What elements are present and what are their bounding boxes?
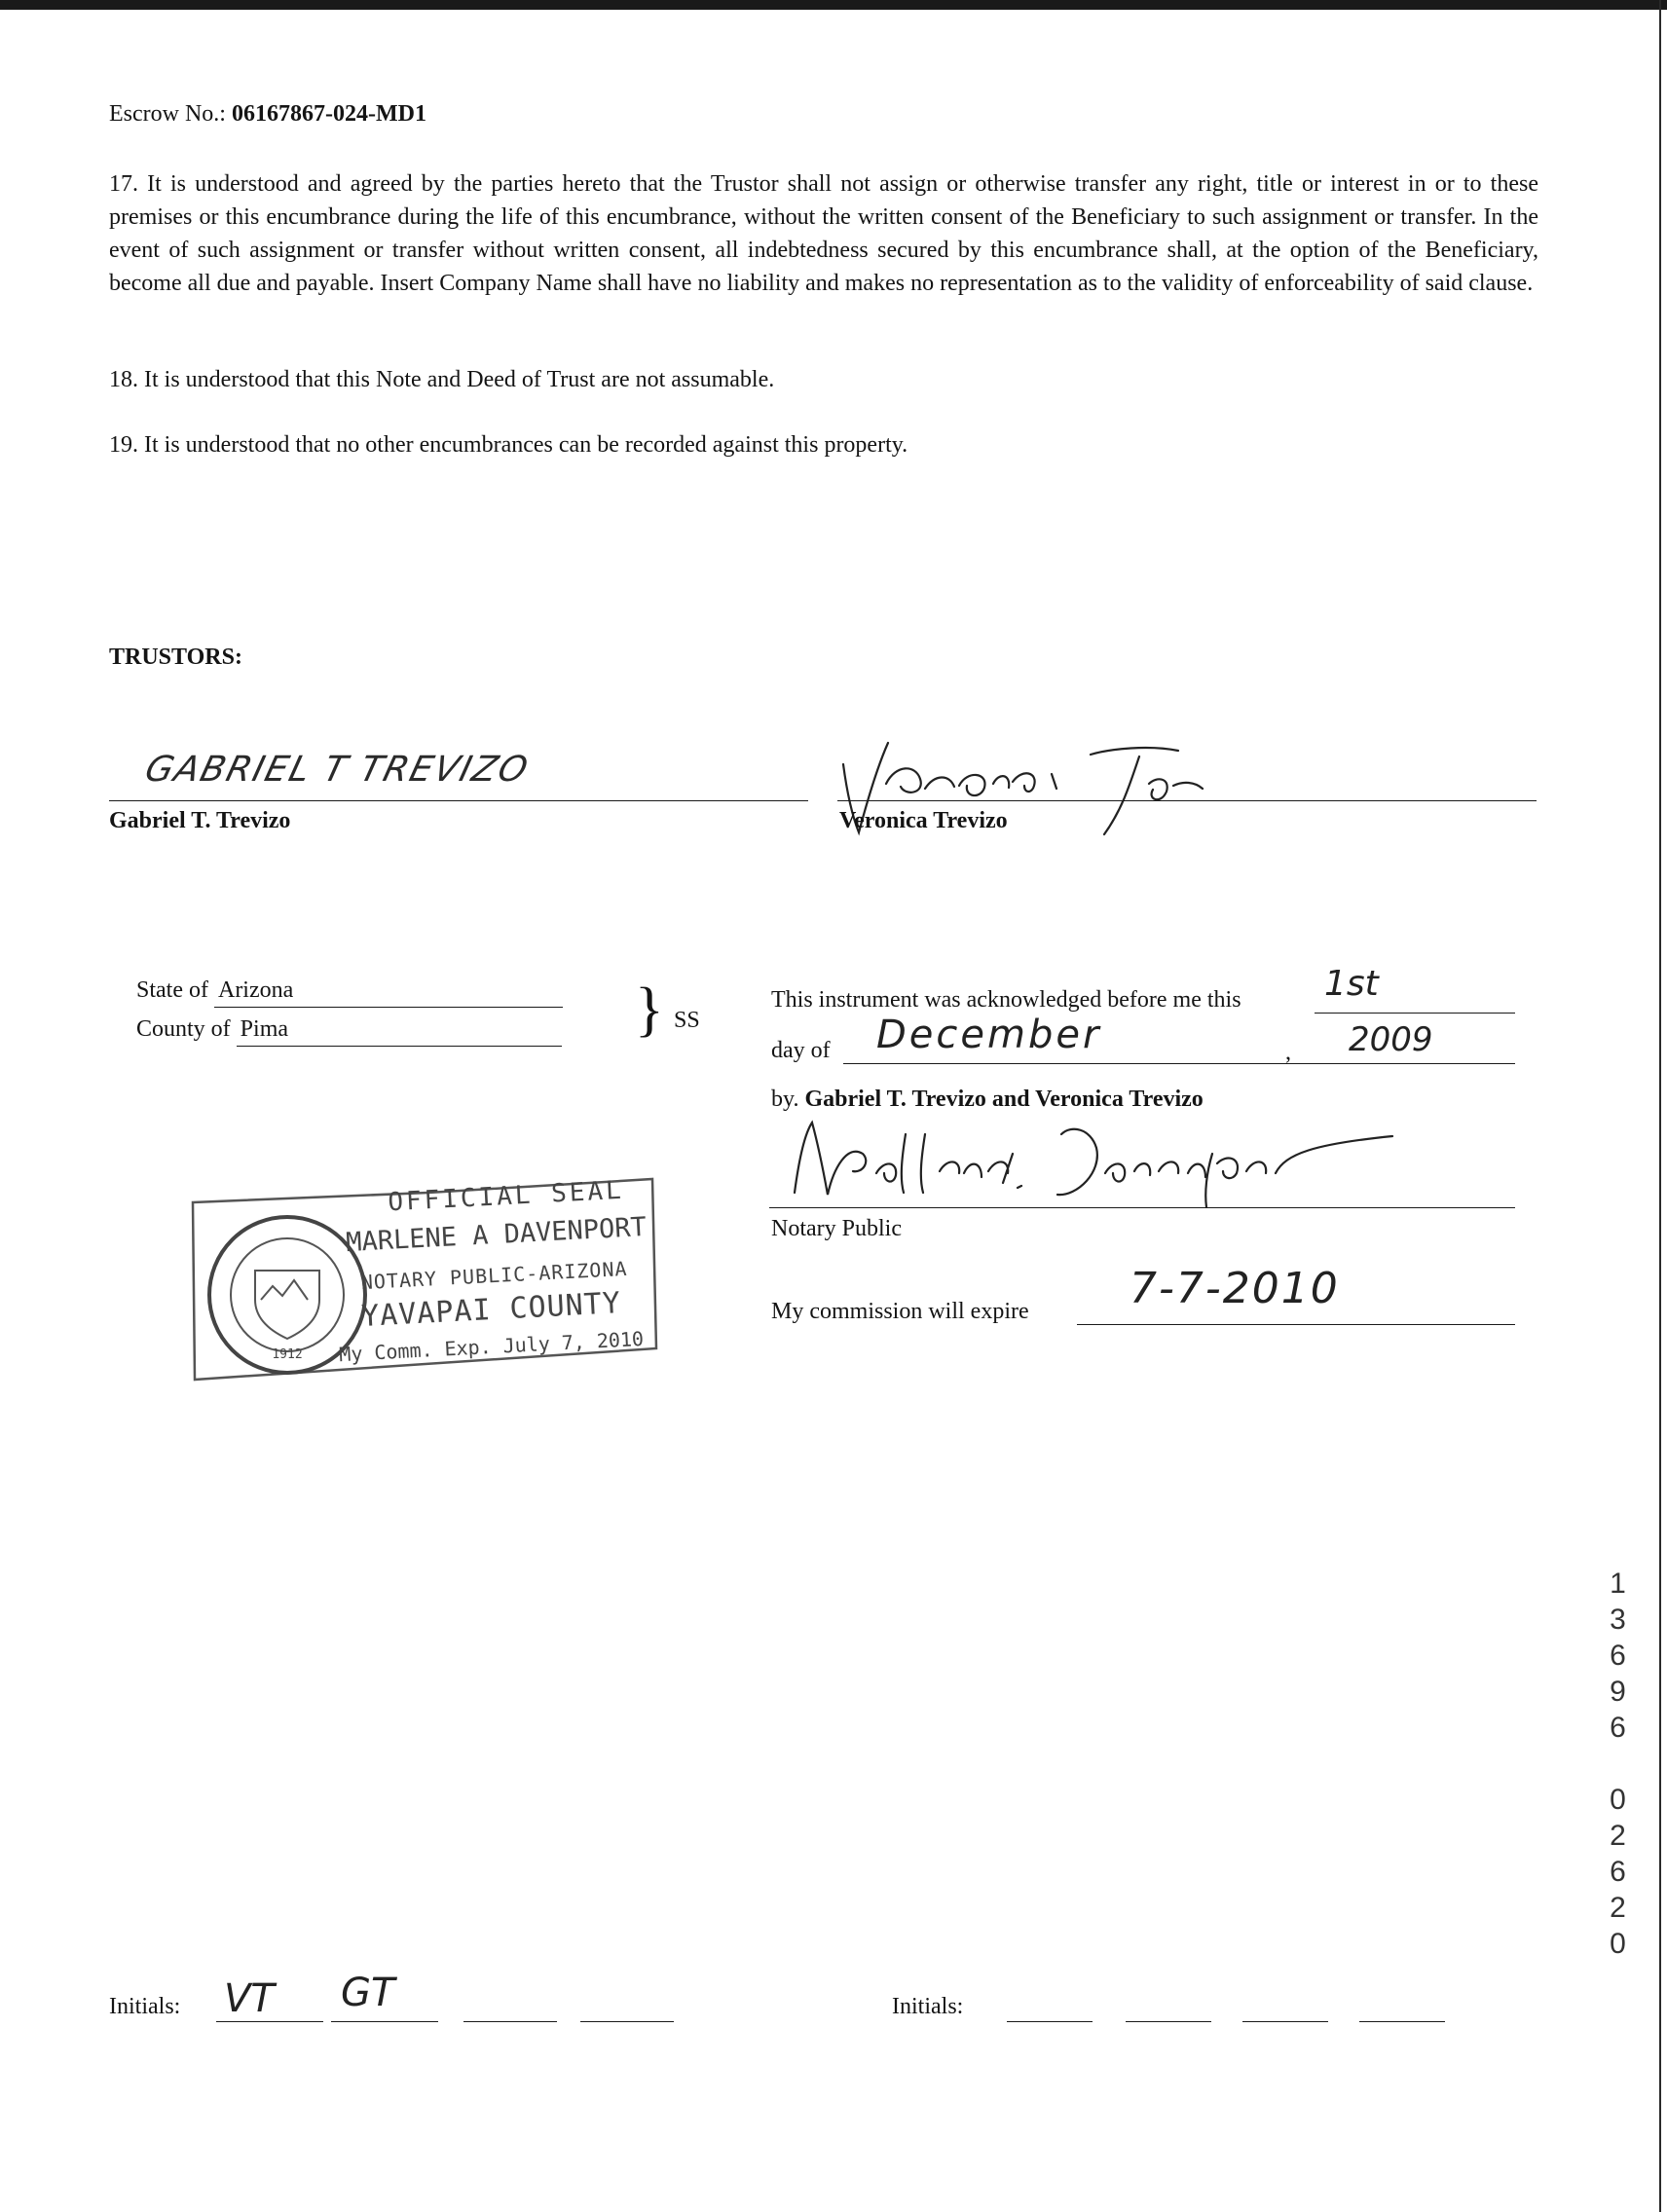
venue-brace: } xyxy=(635,977,664,1043)
ss-label: SS xyxy=(674,1008,700,1033)
by-label: by. xyxy=(771,1087,799,1112)
state-value: Arizona xyxy=(214,974,563,1008)
notary-signature-line xyxy=(769,1207,1515,1208)
seal-line-notary: NOTARY PUBLIC-ARIZONA xyxy=(360,1256,629,1295)
initials-left-value-2: GT xyxy=(341,1971,395,2015)
initials-right-line-2 xyxy=(1126,2021,1211,2022)
state-row xyxy=(136,974,563,1008)
county-row xyxy=(136,1013,562,1047)
initials-left-line-3 xyxy=(463,2021,557,2022)
escrow-number: 06167867-024-MD1 xyxy=(231,101,426,127)
paragraph-18: 18. It is understood that this Note and Deed of Trust are not assumable. xyxy=(109,367,775,392)
comma: , xyxy=(1285,1040,1291,1065)
trustor1-name: Gabriel T. Trevizo xyxy=(109,808,291,833)
page-top-border xyxy=(0,0,1667,10)
county-label: County of xyxy=(136,1016,231,1042)
ack-text: This instrument was acknowledged before me this xyxy=(771,987,1241,1013)
trustor1-handwritten-name: GABRIEL T TREVIZO xyxy=(140,750,534,790)
seal-line-name: MARLENE A DAVENPORT xyxy=(345,1211,648,1259)
by-row xyxy=(771,1083,1204,1116)
trustors-heading: TRUSTORS: xyxy=(109,645,242,670)
initials-right-label: Initials: xyxy=(892,1994,964,2019)
recording-number: 13696 02620 xyxy=(1602,1567,1634,1964)
initials-right-line-3 xyxy=(1242,2021,1328,2022)
notary-signature xyxy=(769,1115,1451,1212)
seal-line-expiry: My Comm. Exp. July 7, 2010 xyxy=(338,1326,645,1367)
escrow-header xyxy=(109,97,426,130)
paragraph-17: 17. It is understood and agreed by the parties hereto that the Trustor shall not assign or otherwise transfer any right, title or interest in or to these premises or this encumbrance during the life of this encumbrance, without the written consent of the Beneficiary to such assignment or transfer. In the event of such assignment or transfer without written consent, all indebtedness secured by this encumbrance shall, at the option of the Beneficiary, become all due and payable. Insert Company Name shall have no liability and makes no representation as to the validity of enforceability of said clause. xyxy=(109,171,1538,296)
page-right-border xyxy=(1659,0,1661,2212)
initials-left-line-2 xyxy=(331,2021,438,2022)
seal-line-county: YAVAPAI COUNTY xyxy=(360,1286,622,1334)
initials-left-line-4 xyxy=(580,2021,674,2022)
day-of-line xyxy=(843,1063,1515,1064)
state-label: State of xyxy=(136,977,208,1003)
commission-handwritten: 7-7-2010 xyxy=(1130,1264,1340,1313)
escrow-label: Escrow No.: xyxy=(109,101,226,127)
commission-line xyxy=(1077,1324,1515,1325)
svg-text:1912: 1912 xyxy=(272,1347,303,1362)
trustor1-signature-line xyxy=(109,800,808,801)
initials-left-value-1: VT xyxy=(224,1976,275,2021)
commission-label: My commission will expire xyxy=(771,1299,1029,1324)
notary-public-label: Notary Public xyxy=(771,1216,902,1241)
official-seal-stamp xyxy=(185,1163,662,1397)
day-of-label: day of xyxy=(771,1038,831,1063)
paragraph-19: 19. It is understood that no other encumbrances can be recorded against this property. xyxy=(109,432,908,458)
county-value: Pima xyxy=(237,1013,562,1047)
seal-line-official: OFFICIAL SEAL xyxy=(387,1175,625,1218)
ack-row xyxy=(771,983,1241,1016)
year-handwritten: 2009 xyxy=(1349,1020,1433,1059)
trustor2-name: Veronica Trevizo xyxy=(839,808,1008,833)
initials-left-line-1 xyxy=(216,2021,323,2022)
month-handwritten: December xyxy=(876,1013,1102,1057)
initials-right-line-1 xyxy=(1007,2021,1093,2022)
by-names: Gabriel T. Trevizo and Veronica Trevizo xyxy=(804,1087,1204,1112)
ack-day-line xyxy=(1315,1013,1515,1014)
initials-left-label: Initials: xyxy=(109,1994,181,2019)
initials-right-line-4 xyxy=(1359,2021,1445,2022)
trustor2-signature-line xyxy=(837,800,1537,801)
ack-day-handwritten: 1st xyxy=(1324,964,1379,1004)
